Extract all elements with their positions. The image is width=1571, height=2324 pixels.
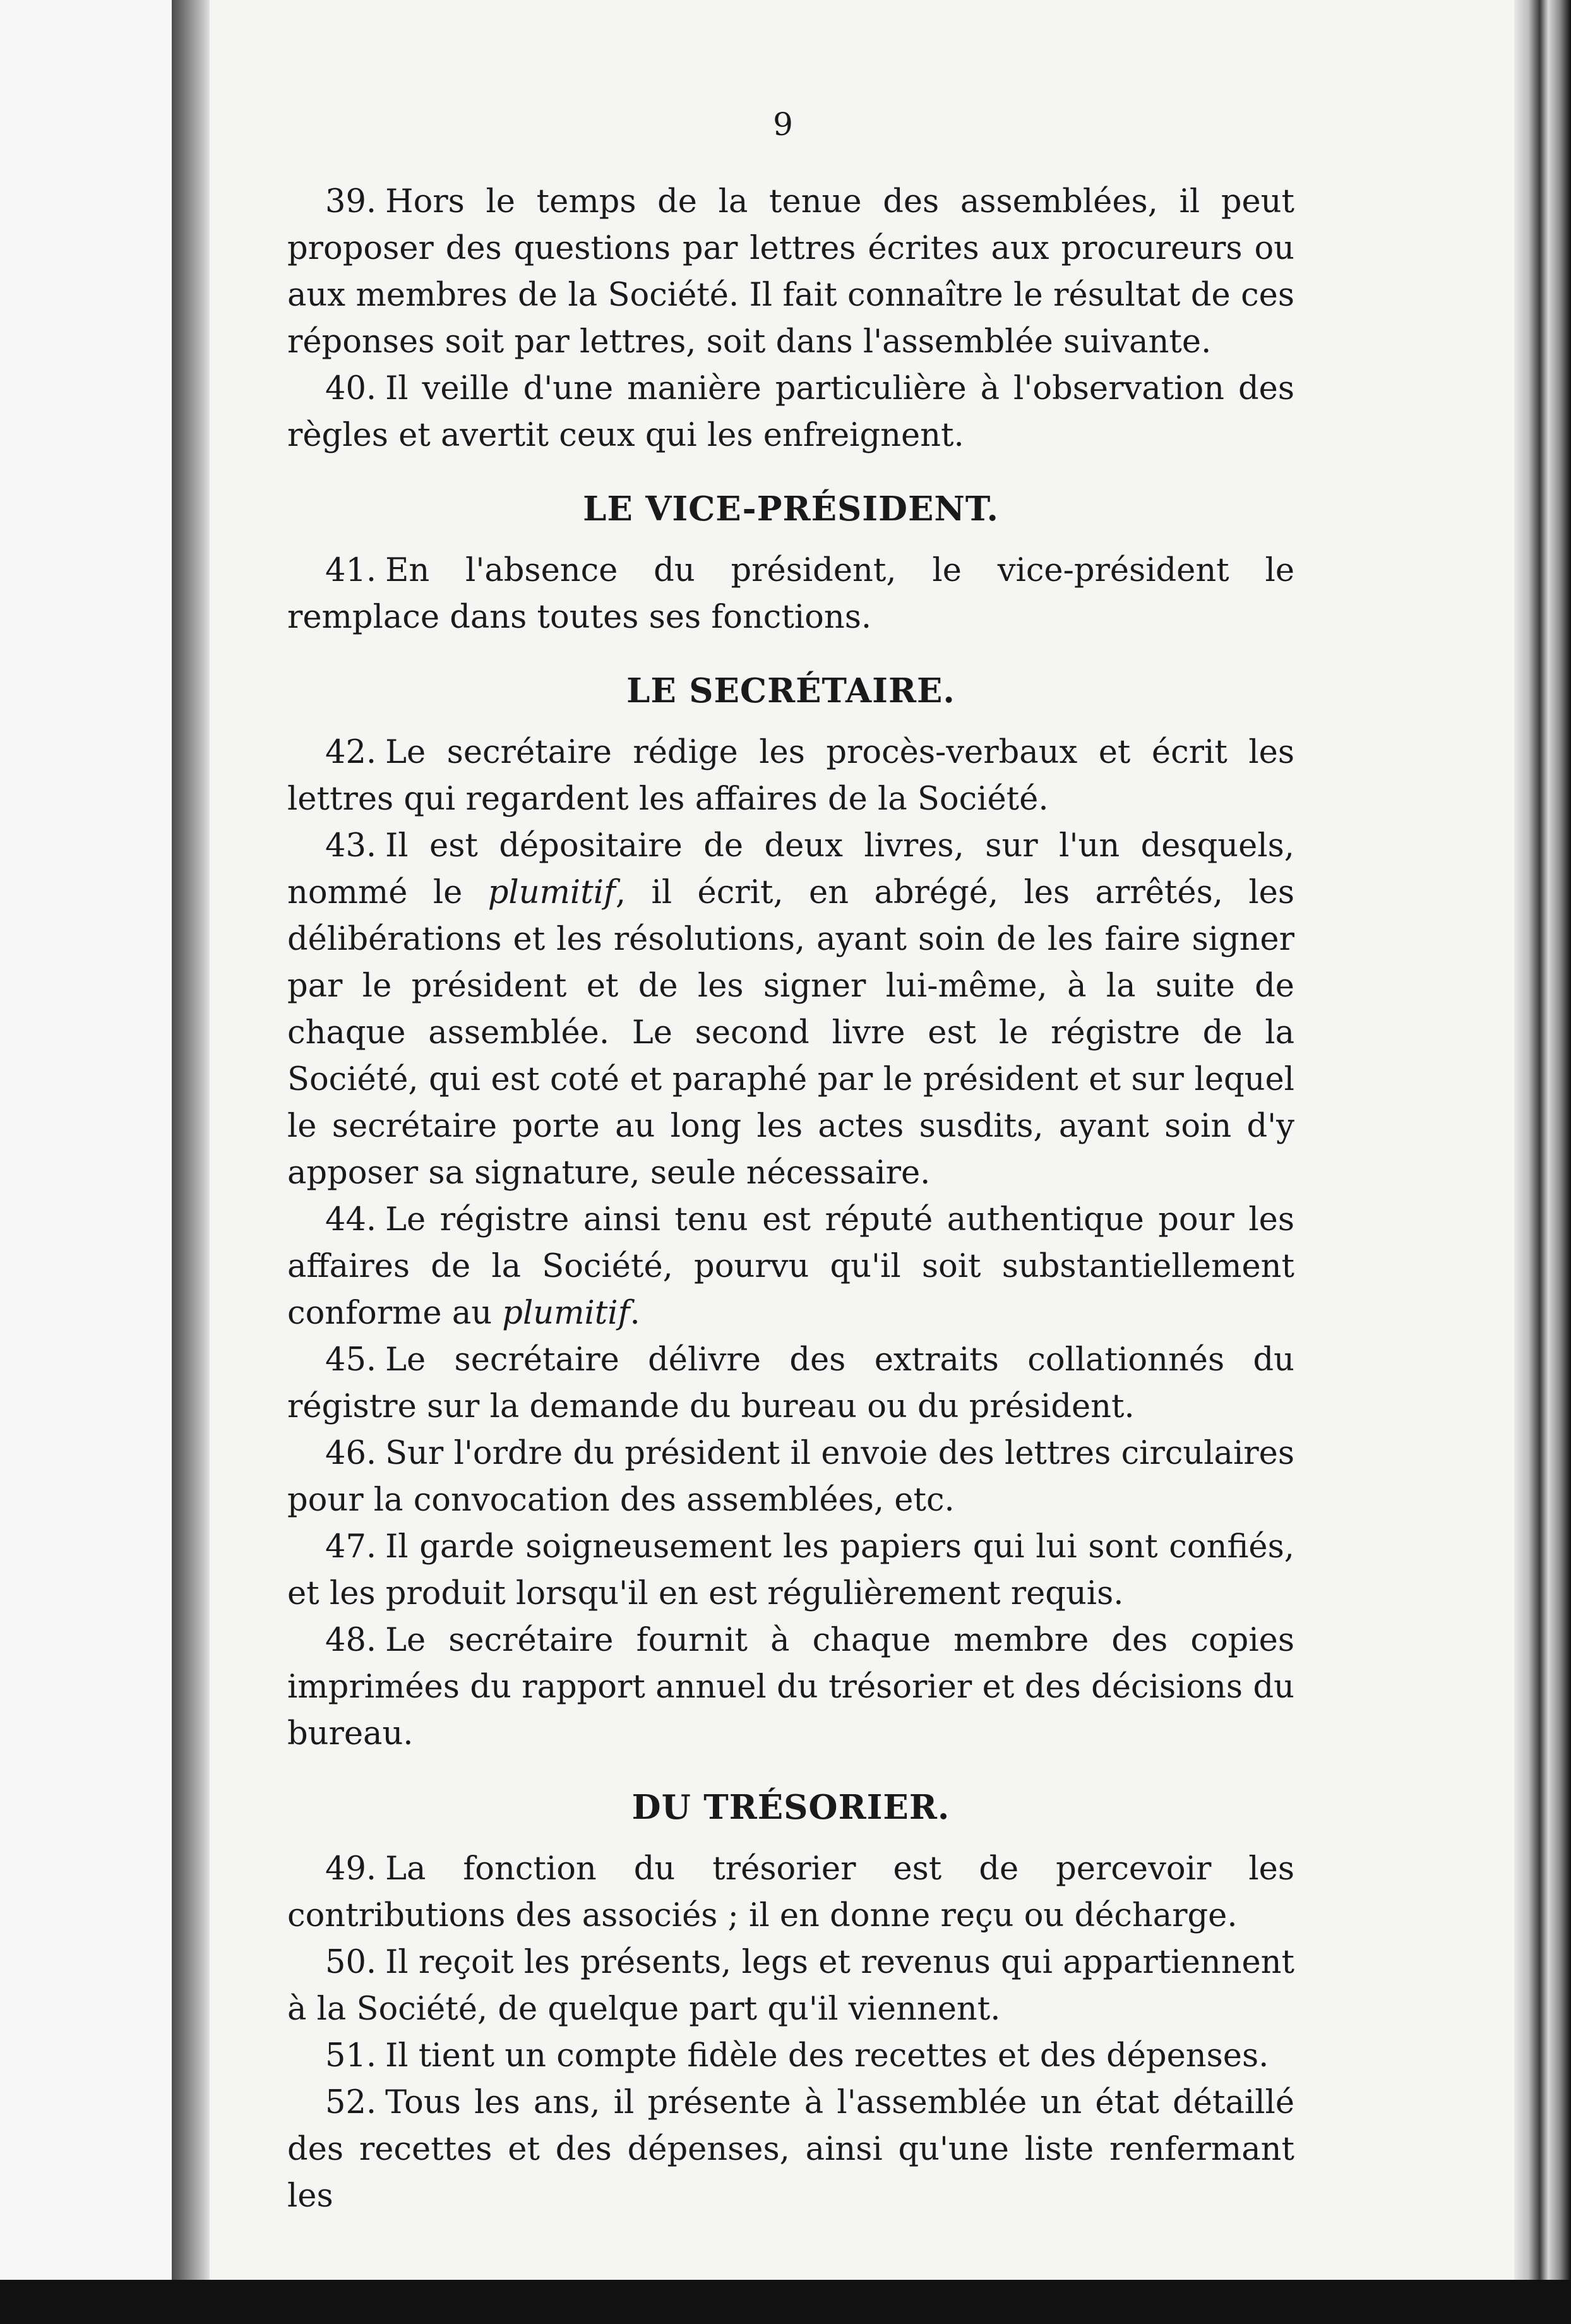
document-body (287, 179, 1294, 2220)
heading-secretaire: LE SECRÉTAIRE. (626, 671, 955, 710)
article-49: 49. La fonction du trésorier est de percevoir les contributions des associés ; il en donne reçu ou décharge. (287, 1850, 1294, 1934)
article-45: 45. Le secrétaire délivre des extraits collationnés du régistre sur la demande du bureau ou du président. (287, 1341, 1294, 1425)
article-44: 44. Le régistre ainsi tenu est réputé authentique pour les affaires de la Société, pourvu qu'il soit substantiellement conforme au plumitif. (287, 1201, 1294, 1332)
scan-border (0, 2280, 1571, 2324)
article-43: 43. Il est dépositaire de deux livres, sur l'un desquels, nommé le plumitif, il écrit, en abrégé, les arrêtés, les délibérations et les résolutions, ayant soin de les faire signer par le président et de les signer lui-même, à la suite de chaque assemblée. Le second livre est le régistre de la Société, qui est coté et paraphé par le président et sur lequel le secrétaire porte au long les actes susdits, ayant soin d'y apposer sa signature, seule nécessaire. (287, 827, 1295, 1192)
heading-tresorier: DU TRÉSORIER. (631, 1788, 950, 1827)
article-40: 40. Il veille d'une manière particulière à l'observation des règles et avertit ceux qui les enfreignent. (287, 370, 1294, 454)
article-47: 47. Il garde soigneusement les papiers qui lui sont confiés, et les produit lorsqu'il en est régulièrement requis. (287, 1528, 1294, 1612)
article-51: 51. Il tient un compte fidèle des recettes et des dépenses. (325, 2037, 1269, 2075)
book-gutter (172, 0, 210, 2280)
article-39: 39. Hors le temps de la tenue des assemblées, il peut proposer des questions par lettres écrites aux procureurs ou aux membres de la Société. Il fait connaître le résultat de ces réponses soit par lettres, soit dans l'assemblée suivante. (287, 183, 1294, 361)
facing-page-margin (0, 0, 172, 2280)
page-number: 9 (773, 106, 793, 143)
article-50: 50. Il reçoit les présents, legs et revenus qui appartiennent à la Société, de quelque part qu'il viennent. (287, 1944, 1294, 2028)
article-41: 41. En l'absence du président, le vice-président le remplace dans toutes ses fonctions. (287, 552, 1294, 636)
article-46: 46. Sur l'ordre du président il envoie des lettres circulaires pour la convocation des assemblées, etc. (287, 1435, 1294, 1519)
article-52: 52. Tous les ans, il présente à l'assemblée un état détaillé des recettes et des dépenses, ainsi qu'une liste renfermant les (287, 2084, 1294, 2215)
heading-vice-president: LE VICE-PRÉSIDENT. (583, 489, 999, 529)
page-edge (1514, 0, 1571, 2280)
article-48: 48. Le secrétaire fournit à chaque membre des copies imprimées du rapport annuel du trésorier et des décisions du bureau. (287, 1622, 1294, 1752)
article-42: 42. Le secrétaire rédige les procès-verbaux et écrit les lettres qui regardent les affaires de la Société. (287, 734, 1294, 818)
